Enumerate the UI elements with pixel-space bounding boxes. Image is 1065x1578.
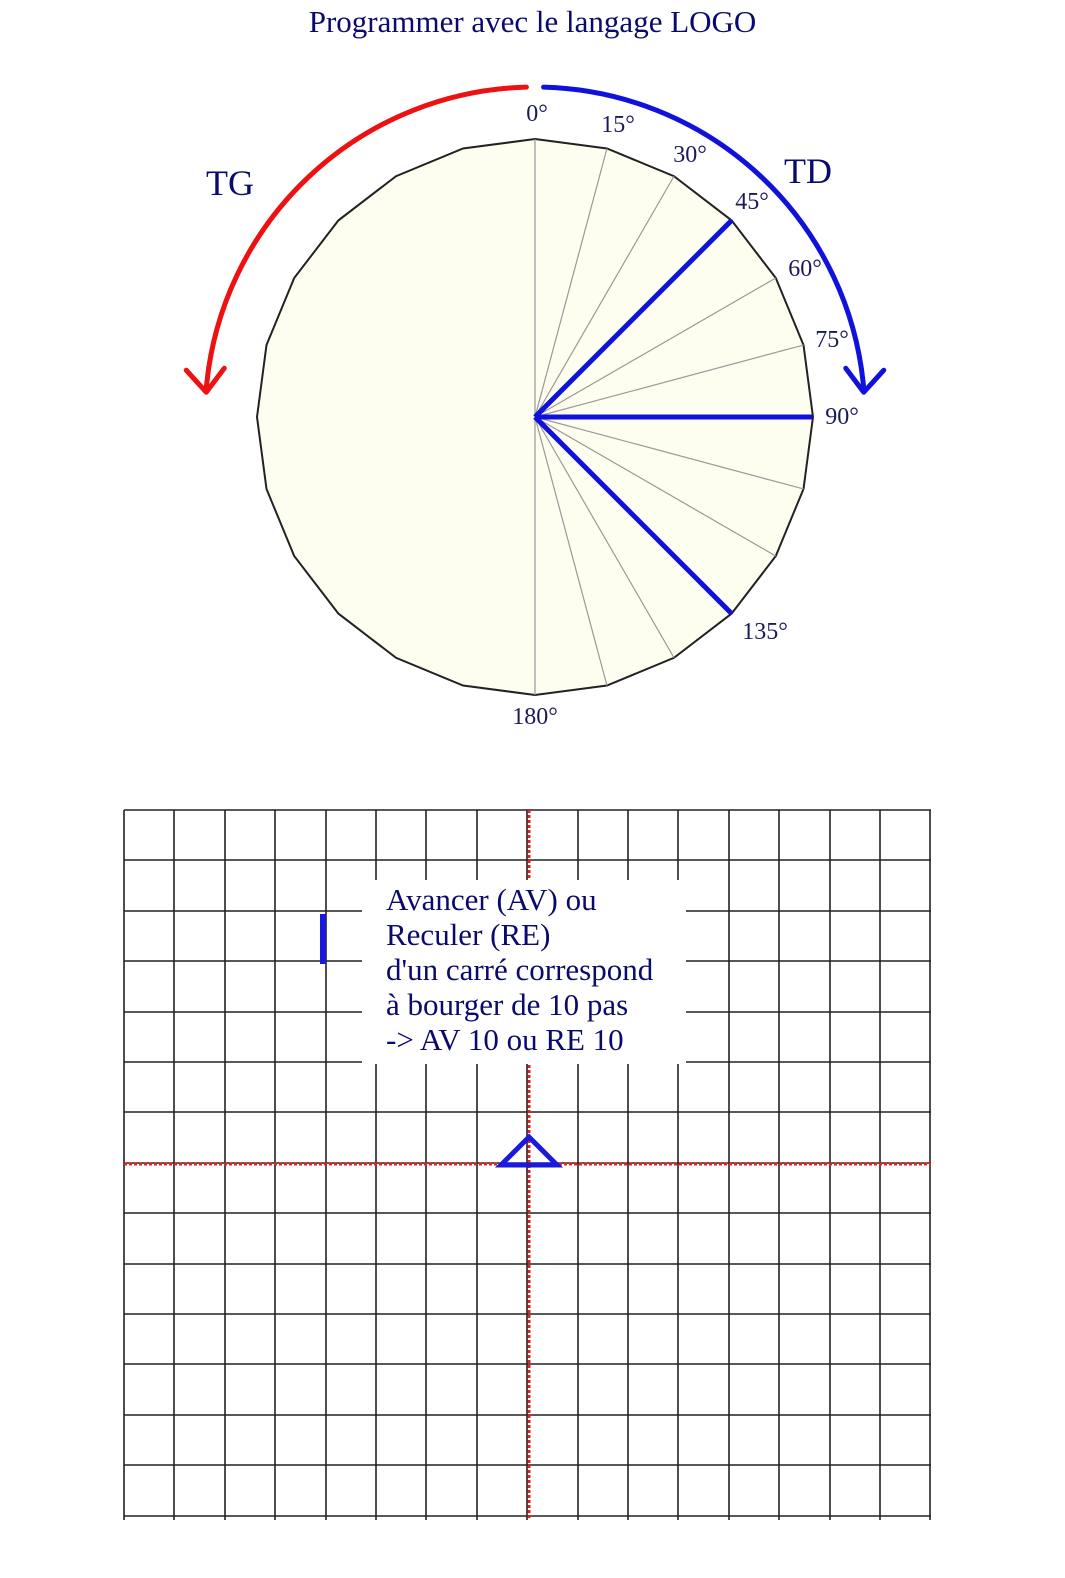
info-line: -> AV 10 ou RE 10 [386,1022,624,1057]
angle-label-15: 15° [601,112,635,138]
info-text [386,882,686,1057]
page-title: Programmer avec le langage LOGO [308,4,757,39]
angle-label-135: 135° [742,619,788,645]
angle-label-90: 90° [825,404,859,430]
angle-label-45: 45° [735,189,769,215]
info-line: Avancer (AV) ou [386,882,597,917]
info-line: à bourger de 10 pas [386,987,629,1022]
info-line: Reculer (RE) [386,917,551,952]
turn-left-label: TG [206,163,254,203]
info-line: d'un carré correspond [386,952,654,987]
angle-label-75: 75° [815,327,849,353]
angle-label-60: 60° [788,256,822,282]
angle-label-0: 0° [526,101,548,127]
angle-label-180: 180° [512,704,558,730]
angle-label-30: 30° [673,142,707,168]
turn-right-label: TD [784,151,832,191]
